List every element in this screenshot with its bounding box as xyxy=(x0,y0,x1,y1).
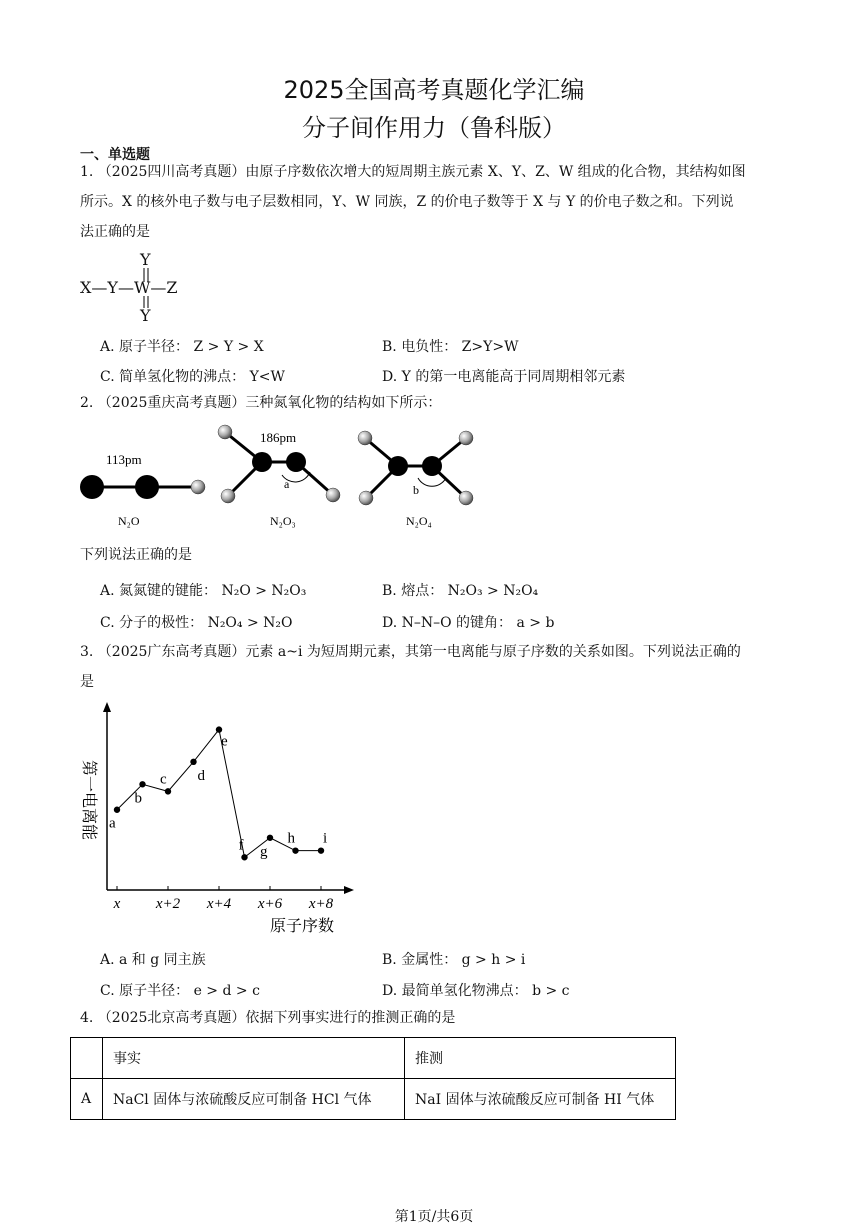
table-cell: NaI 固体与浓硫酸反应可制备 HI 气体 xyxy=(405,1079,676,1120)
table-cell: NaCl 固体与浓硫酸反应可制备 HCl 气体 xyxy=(103,1079,405,1120)
y-axis-arrow xyxy=(103,702,111,712)
q4-table xyxy=(70,1037,676,1120)
label-186pm: 186pm xyxy=(260,430,297,445)
n2o-label: N₂O xyxy=(118,514,140,528)
data-point-g xyxy=(267,835,273,841)
q2-option-c[interactable]: C. 分子的极性： N₂O₄ > N₂O xyxy=(100,615,293,631)
struct-main: X—Y—W—Z xyxy=(80,278,178,297)
page-title-line1: 2025全国高考真题化学汇编 xyxy=(283,76,585,104)
q3-stem-line1: 3. （2025广东高考真题）元素 a~i 为短周期元素，其第一电离能与原子序数的关系如图。下列说法正确的 xyxy=(80,644,741,660)
struct-bottom-y: Y xyxy=(140,306,151,325)
q3-stem-line2: 是 xyxy=(80,674,94,690)
q2-stem: 2. （2025重庆高考真题）三种氮氧化物的结构如下所示： xyxy=(80,395,442,411)
table-header-row xyxy=(71,1038,676,1079)
data-label-h: h xyxy=(287,830,295,847)
x-tick-label: x xyxy=(113,896,121,912)
x-tick-label: x+4 xyxy=(206,896,232,912)
q2-option-d[interactable]: D. N–N–O 的键角： a > b xyxy=(382,615,555,631)
ionization-energy-chart xyxy=(70,700,360,940)
q1-stem-line1: 1. （2025四川高考真题）由原子序数依次增大的短周期主族元素 X、Y、Z、W 组成的化合物，其结构如图 xyxy=(80,164,746,180)
x-axis-arrow xyxy=(344,886,354,894)
q2-molecule-figure xyxy=(70,420,500,540)
data-point-e xyxy=(216,726,222,732)
q4-stem: 4. （2025北京高考真题）依据下列事实进行的推测正确的是 xyxy=(80,1010,456,1026)
table-row xyxy=(71,1079,676,1120)
q1-option-a[interactable]: A. 原子半径： Z > Y > X xyxy=(100,339,264,355)
x-tick-label: x+6 xyxy=(257,896,283,912)
q2-option-a[interactable]: A. 氮氮键的键能： N₂O > N₂O₃ xyxy=(100,583,307,599)
data-label-i: i xyxy=(323,830,328,847)
data-label-f: f xyxy=(238,837,244,854)
struct-top-y: Y xyxy=(140,250,151,269)
q1-option-b[interactable]: B. 电负性： Z>Y>W xyxy=(382,339,519,355)
data-label-c: c xyxy=(160,771,167,788)
q1-stem-line3: 法正确的是 xyxy=(80,224,150,240)
data-point-f xyxy=(241,854,247,860)
data-label-a: a xyxy=(109,815,116,832)
x-tick-label: x+2 xyxy=(155,896,181,912)
q1-stem-line2: 所示。X 的核外电子数与电子层数相同，Y、W 同族，Z 的价电子数等于 X 与 Y 的价电子数之和。下列说 xyxy=(80,194,734,210)
table-cell: A xyxy=(71,1079,103,1120)
n2o-molecule xyxy=(80,475,205,499)
n2o3-label: N₂O₃ xyxy=(270,514,296,528)
data-label-b: b xyxy=(134,790,142,807)
page-footer: 第1页/共6页 xyxy=(394,1209,474,1225)
data-point-d xyxy=(190,759,196,765)
table-header-cell: 事实 xyxy=(103,1038,405,1079)
q3-option-c[interactable]: C. 原子半径： e > d > c xyxy=(100,983,260,999)
q2-ask: 下列说法正确的是 xyxy=(80,547,192,563)
table-header-cell: 推测 xyxy=(405,1038,676,1079)
data-point-b xyxy=(139,781,145,787)
data-label-d: d xyxy=(197,767,205,784)
angle-a-label: a xyxy=(284,477,290,491)
q1-option-d[interactable]: D. Y 的第一电离能高于同周期相邻元素 xyxy=(382,369,626,385)
q3-option-a[interactable]: A. a 和 g 同主族 xyxy=(100,952,206,968)
angle-b-label: b xyxy=(413,483,419,497)
table-header-cell xyxy=(71,1038,103,1079)
q3-option-d[interactable]: D. 最简单氢化物沸点： b > c xyxy=(382,983,570,999)
x-tick-label: x+8 xyxy=(308,896,334,912)
data-point-h xyxy=(292,847,298,853)
y-axis-label: 第一电离能 xyxy=(80,759,97,841)
q1-structure xyxy=(80,250,200,325)
label-113pm: 113pm xyxy=(106,452,142,467)
data-point-c xyxy=(165,788,171,794)
q1-option-c[interactable]: C. 简单氢化物的沸点： Y<W xyxy=(100,369,285,385)
section-heading: 一、单选题 xyxy=(80,147,150,163)
x-axis-label: 原子序数 xyxy=(269,918,335,935)
page-title-line2: 分子间作用力（鲁科版） xyxy=(302,114,566,142)
q2-option-b[interactable]: B. 熔点： N₂O₃ > N₂O₄ xyxy=(382,583,539,599)
q3-option-b[interactable]: B. 金属性： g > h > i xyxy=(382,952,526,968)
data-label-e: e xyxy=(221,733,228,750)
data-point-a xyxy=(114,807,120,813)
data-point-i xyxy=(318,847,324,853)
n2o4-label: N₂O₄ xyxy=(406,514,432,528)
data-label-g: g xyxy=(260,843,268,860)
